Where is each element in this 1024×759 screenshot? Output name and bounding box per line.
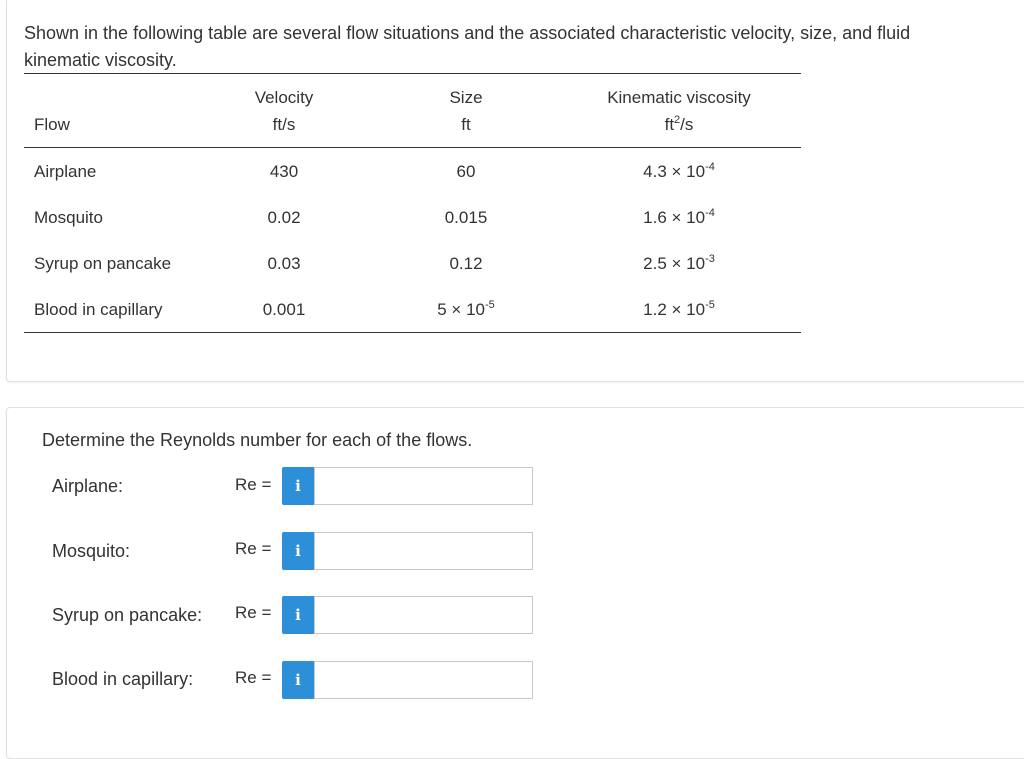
re-label: Re = bbox=[235, 668, 272, 687]
row-flow: Blood in capillary bbox=[34, 300, 163, 319]
row-velocity: 0.001 bbox=[262, 300, 306, 319]
airplane-re-input[interactable] bbox=[314, 467, 533, 505]
header-flow: Flow bbox=[34, 115, 70, 134]
row-velocity: 0.03 bbox=[267, 254, 301, 273]
answer-label-blood: Blood in capillary: bbox=[52, 669, 194, 689]
header-viscosity-unit: $ft^2/s$ bbox=[664, 114, 694, 134]
table-bottom-rule bbox=[24, 332, 801, 333]
answer-label-syrup: Syrup on pancake: bbox=[52, 605, 203, 625]
info-button[interactable] bbox=[282, 467, 314, 505]
row-viscosity: $1.6 \times 10^{-4}$ bbox=[643, 207, 715, 227]
header-velocity-unit: ft/s bbox=[272, 115, 296, 134]
row-flow: Mosquito bbox=[34, 208, 103, 227]
row-flow: Syrup on pancake bbox=[34, 254, 172, 273]
row-size: 60 bbox=[456, 162, 476, 181]
header-size: Size bbox=[449, 88, 483, 107]
header-size-unit: ft bbox=[461, 115, 471, 134]
question-card bbox=[6, 407, 1024, 759]
header-viscosity: Kinematic viscosity bbox=[607, 88, 751, 107]
row-velocity: 430 bbox=[269, 162, 299, 181]
info-icon: i bbox=[295, 606, 301, 624]
answer-label-airplane: Airplane: bbox=[52, 476, 124, 496]
row-velocity: 0.02 bbox=[267, 208, 301, 227]
row-flow: Airplane bbox=[34, 162, 97, 181]
re-label: Re = bbox=[235, 539, 272, 558]
info-icon: i bbox=[295, 477, 301, 495]
header-velocity: Velocity bbox=[254, 88, 314, 107]
re-label: Re = bbox=[235, 603, 272, 622]
info-icon: i bbox=[295, 542, 301, 560]
row-size: 0.12 bbox=[449, 254, 483, 273]
info-button[interactable] bbox=[282, 596, 314, 634]
info-icon: i bbox=[295, 671, 301, 689]
row-viscosity: $2.5 \times 10^{-3}$ bbox=[643, 253, 715, 273]
answer-label-mosquito: Mosquito: bbox=[52, 541, 131, 561]
row-size: $5 \times 10^{-5}$ bbox=[437, 299, 495, 319]
re-label: Re = bbox=[235, 475, 272, 494]
blood-re-input[interactable] bbox=[314, 661, 533, 699]
info-button[interactable] bbox=[282, 532, 314, 570]
info-button[interactable] bbox=[282, 661, 314, 699]
table-top-rule bbox=[24, 73, 801, 74]
intro-text: Shown in the following table are several flow situations and the associated characteristic velocity, size, and fluid kinematic viscosity. bbox=[24, 23, 911, 70]
question-prompt: Determine the Reynolds number for each of the flows. bbox=[42, 430, 473, 450]
row-viscosity: $1.2 \times 10^{-5}$ bbox=[643, 299, 715, 319]
row-viscosity: $4.3 \times 10^{-4}$ bbox=[643, 161, 715, 181]
syrup-re-input[interactable] bbox=[314, 596, 533, 634]
row-size: 0.015 bbox=[444, 208, 488, 227]
mosquito-re-input[interactable] bbox=[314, 532, 533, 570]
table-header-rule bbox=[24, 147, 801, 148]
